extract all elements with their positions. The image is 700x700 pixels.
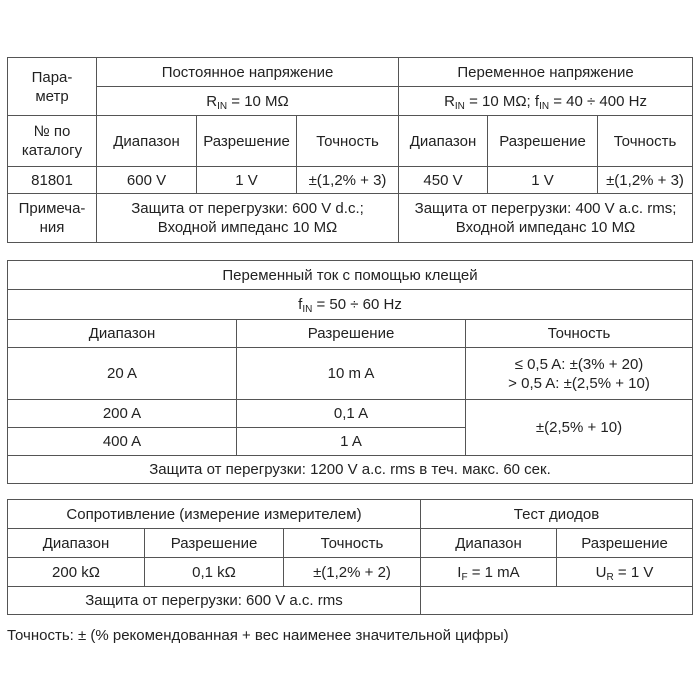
param-label-cell <box>8 58 97 116</box>
clamp-resolution-200a: 0,1 A <box>237 400 466 428</box>
ac-resolution-header: Разрешение <box>488 116 598 167</box>
clamp-resolution-header: Разрешение <box>237 320 466 348</box>
ac-range-value: 450 V <box>399 167 488 194</box>
clamp-range-400a: 400 A <box>8 428 237 456</box>
diode-resolution-header: Разрешение <box>557 529 693 558</box>
dc-range-header: Диапазон <box>97 116 197 167</box>
ac-range-header: Диапазон <box>399 116 488 167</box>
diode-test-title: Тест диодов <box>421 500 693 529</box>
diode-range-header: Диапазон <box>421 529 557 558</box>
resistance-protection: Защита от перегрузки: 600 V a.c. rms <box>8 587 421 615</box>
resistance-resolution-header: Разрешение <box>145 529 284 558</box>
dc-input-resistance: $R_{IN} = 10$ MΩ <box>97 87 399 116</box>
voltage-spec-table <box>7 57 693 243</box>
ac-accuracy-header: Точность <box>598 116 693 167</box>
dc-range-value: 600 V <box>97 167 197 194</box>
ac-input-conditions: $R_{IN} = 10$ MΩ; $f_{IN} = 40 \div 400$ Hz <box>399 87 693 116</box>
resistance-title: Сопротивление (измерение измерителем) <box>8 500 421 529</box>
dc-accuracy-value: ±(1,2% + 3) <box>297 167 399 194</box>
notes-label-cell: Примеча- ния <box>8 194 97 243</box>
clamp-accuracy-header: Точность <box>466 320 693 348</box>
clamp-resolution-20a: 10 m A <box>237 348 466 400</box>
dc-resolution-header: Разрешение <box>197 116 297 167</box>
clamp-current-spec-table <box>7 260 693 484</box>
param-label-line1: Пара- <box>31 68 73 86</box>
diode-test-current: $I_F = 1$ mA <box>421 558 557 587</box>
clamp-range-header: Диапазон <box>8 320 237 348</box>
catalog-number: 81801 <box>8 167 97 194</box>
resistance-accuracy-header: Точность <box>284 529 421 558</box>
dc-resolution-value: 1 V <box>197 167 297 194</box>
clamp-accuracy-shared: ±(2,5% + 10) <box>466 400 693 456</box>
dc-accuracy-header: Точность <box>297 116 399 167</box>
resistance-range-value: 200 kΩ <box>8 558 145 587</box>
accuracy-footnote: Точность: ± (% рекомендованная + вес наименее значительной цифры) <box>7 627 509 644</box>
clamp-title: Переменный ток с помощью клещей <box>8 261 693 290</box>
resistance-range-header: Диапазон <box>8 529 145 558</box>
clamp-protection: Защита от перегрузки: 1200 V a.c. rms в теч. макс. 60 сек. <box>8 456 693 484</box>
ac-resolution-value: 1 V <box>488 167 598 194</box>
clamp-range-200a: 200 A <box>8 400 237 428</box>
clamp-range-20a: 20 A <box>8 348 237 400</box>
resistance-accuracy-value: ±(1,2% + 2) <box>284 558 421 587</box>
ac-voltage-title: Переменное напряжение <box>399 58 693 87</box>
diode-empty-cell <box>421 587 693 615</box>
dc-voltage-title: Постоянное напряжение <box>97 58 399 87</box>
clamp-accuracy-20a: ≤ 0,5 A: ±(3% + 20) > 0,5 A: ±(2,5% + 10) <box>466 348 693 400</box>
catalog-label-cell: № по каталогу <box>8 116 97 167</box>
clamp-resolution-400a: 1 A <box>237 428 466 456</box>
resistance-diode-spec-table <box>7 499 693 615</box>
resistance-resolution-value: 0,1 kΩ <box>145 558 284 587</box>
diode-reverse-voltage: $U_R = 1$ V <box>557 558 693 587</box>
ac-notes: Защита от перегрузки: 400 V a.c. rms; Входной импеданс 10 MΩ <box>399 194 693 243</box>
dc-notes: Защита от перегрузки: 600 V d.c.; Входной импеданс 10 MΩ <box>97 194 399 243</box>
ac-accuracy-value: ±(1,2% + 3) <box>598 167 693 194</box>
param-label-line2: метр <box>35 87 69 105</box>
clamp-frequency: $f_{IN} = 50 \div 60$ Hz <box>8 290 693 320</box>
